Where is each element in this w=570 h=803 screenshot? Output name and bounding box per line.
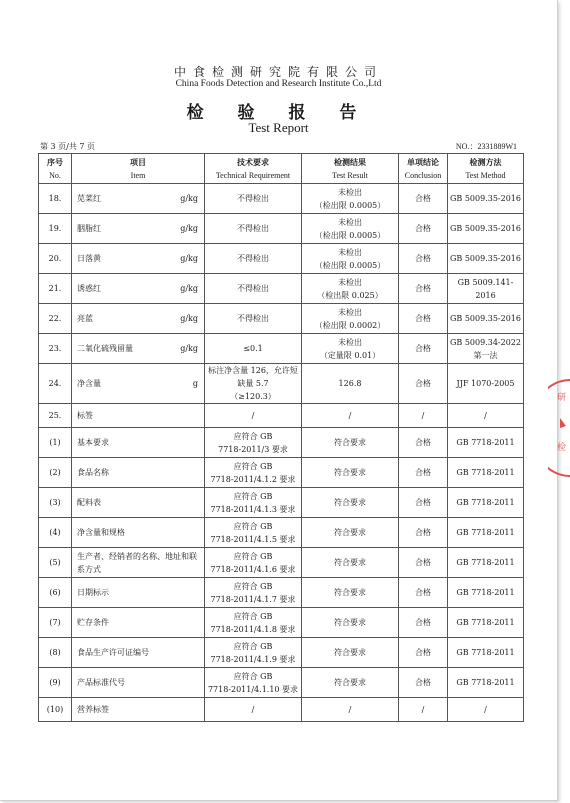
result-line: 未检出: [338, 217, 362, 227]
item-cell: [72, 244, 205, 274]
result-cell: [302, 638, 399, 668]
method-cell: [448, 668, 524, 698]
item-cell: [72, 334, 205, 364]
item-cell: [72, 698, 205, 722]
method-cell: [448, 244, 524, 274]
table-row: [39, 404, 524, 428]
item-name: 净含量: [77, 379, 101, 388]
requirement-cell: [205, 214, 302, 244]
item-name: 生产者、经销者的名称、地址和联系方式: [77, 551, 197, 574]
item-name: 苋菜红: [77, 194, 101, 203]
row-number: (7): [39, 608, 72, 638]
item-name: 二氧化硫残留量: [77, 344, 133, 353]
method-line: /: [484, 411, 487, 420]
row-number: 21.: [39, 274, 72, 304]
result-line: 符合要求: [334, 588, 366, 597]
requirement-line: 7718-2011/4.1.7 要求: [210, 594, 296, 604]
requirement-cell: [205, 404, 302, 428]
method-cell: [448, 184, 524, 214]
item-cell: [72, 488, 205, 518]
table-row: [39, 364, 524, 404]
item-name: 营养标签: [77, 705, 109, 714]
result-cell: [302, 274, 399, 304]
requirement-line: 不得检出: [237, 194, 269, 203]
item-unit: g/kg: [180, 194, 198, 203]
row-number: 19.: [39, 214, 72, 244]
item-name: 标签: [77, 411, 93, 420]
result-cell: [302, 364, 399, 404]
result-cell: [302, 578, 399, 608]
requirement-line: 应符合 GB: [233, 641, 273, 651]
requirement-cell: [205, 668, 302, 698]
report-title-cn: 检 验 报 告: [186, 103, 371, 123]
item-name: 食品生产许可证编号: [77, 648, 149, 657]
item-unit: g/kg: [180, 314, 198, 323]
col-header-result: 检测结果 Test Result: [302, 154, 399, 184]
item-cell: [72, 458, 205, 488]
requirement-line: 应符合 GB: [233, 671, 273, 681]
result-cell: [302, 608, 399, 638]
item-cell: [72, 274, 205, 304]
row-number: (6): [39, 578, 72, 608]
result-line: /: [348, 705, 352, 714]
method-cell: [448, 458, 524, 488]
requirement-line: 应符合 GB: [233, 491, 273, 501]
result-line: 符合要求: [334, 678, 366, 687]
requirement-line: ≤0.1: [243, 344, 263, 353]
method-cell: [448, 488, 524, 518]
result-line: 126.8: [338, 379, 362, 388]
method-line: GB 7718-2011: [456, 528, 515, 537]
item-name: 诱惑红: [77, 284, 101, 293]
method-line: GB 7718-2011: [456, 558, 515, 567]
table-row: [39, 274, 524, 304]
method-cell: [448, 428, 524, 458]
result-line: （定量限 0.01）: [319, 350, 381, 360]
method-line: /: [484, 705, 487, 714]
institute-name-en: China Foods Detection and Research Institute Co.,Ltd: [175, 79, 382, 89]
col-header-no: 序号 No.: [39, 154, 72, 184]
result-line: 符合要求: [334, 468, 366, 477]
method-line: GB 5009.35-2016: [450, 254, 521, 263]
item-name: 基本要求: [77, 438, 109, 447]
item-name: 配料表: [77, 498, 101, 507]
result-cell: [302, 214, 399, 244]
result-line: 符合要求: [334, 438, 366, 447]
requirement-cell: [205, 488, 302, 518]
result-line: （检出限 0.0005）: [314, 200, 386, 210]
report-title-en: Test Report: [248, 120, 309, 135]
item-name: 亮蓝: [77, 314, 93, 323]
method-line: GB 5009.141-2016: [457, 277, 514, 300]
conclusion-cell: 合格: [399, 184, 448, 214]
table-row: [39, 518, 524, 548]
table-row: [39, 488, 524, 518]
requirement-line: 应符合 GB: [233, 461, 273, 471]
item-cell: [72, 364, 205, 404]
table-row: [39, 668, 524, 698]
method-line: GB 7718-2011: [456, 588, 515, 597]
item-unit: g/kg: [180, 284, 198, 293]
requirement-line: 7718-2011/4.1.2 要求: [210, 474, 296, 484]
red-seal-stamp: [548, 378, 570, 478]
requirement-line: 不得检出: [237, 314, 269, 323]
row-number: (3): [39, 488, 72, 518]
result-cell: [302, 458, 399, 488]
result-cell: [302, 334, 399, 364]
result-cell: [302, 518, 399, 548]
item-name: 日落黄: [77, 254, 101, 263]
method-cell: [448, 334, 524, 364]
method-cell: [448, 364, 524, 404]
result-line: 符合要求: [334, 648, 366, 657]
result-cell: [302, 698, 399, 722]
requirement-cell: [205, 364, 302, 404]
col-header-method: 检测方法 Test Method: [448, 154, 524, 184]
row-number: (9): [39, 668, 72, 698]
method-line: GB 7718-2011: [456, 678, 515, 687]
table-row: [39, 244, 524, 274]
result-line: （检出限 0.0005）: [314, 230, 386, 240]
requirement-line: 7718-2011/4.1.6 要求: [210, 564, 296, 574]
requirement-line: 应符合 GB: [233, 611, 273, 621]
requirement-cell: [205, 698, 302, 722]
item-name: 食品名称: [77, 468, 109, 477]
conclusion-cell: 合格: [399, 428, 448, 458]
method-line: GB 7718-2011: [456, 468, 515, 477]
method-cell: [448, 698, 524, 722]
row-number: 20.: [39, 244, 72, 274]
requirement-line: 7718-2011/3 要求: [218, 444, 288, 454]
requirement-line: 7718-2011/4.1.9 要求: [210, 654, 296, 664]
method-line: JJF 1070-2005: [456, 379, 515, 388]
table-row: [39, 458, 524, 488]
result-line: 未检出: [338, 277, 362, 287]
row-number: 23.: [39, 334, 72, 364]
row-number: (1): [39, 428, 72, 458]
item-cell: [72, 214, 205, 244]
result-cell: [302, 184, 399, 214]
item-cell: [72, 638, 205, 668]
table-row: [39, 608, 524, 638]
requirement-cell: [205, 428, 302, 458]
requirement-line: 7718-2011/4.1.5 要求: [210, 534, 296, 544]
conclusion-cell: 合格: [399, 304, 448, 334]
requirement-cell: [205, 518, 302, 548]
item-name: 胭脂红: [77, 224, 101, 233]
table-body: [39, 184, 524, 722]
method-line: GB 7718-2011: [456, 498, 515, 507]
table-row: [39, 578, 524, 608]
method-cell: [448, 274, 524, 304]
row-number: 24.: [39, 364, 72, 404]
requirement-line: （≥120.3）: [230, 392, 276, 401]
method-line: GB 5009.35-2016: [450, 314, 521, 323]
method-cell: [448, 304, 524, 334]
conclusion-cell: /: [399, 698, 448, 722]
result-line: 未检出: [338, 337, 362, 347]
row-number: (10): [39, 698, 72, 722]
conclusion-cell: 合格: [399, 548, 448, 578]
method-line: GB 5009.35-2016: [450, 224, 521, 233]
result-cell: [302, 548, 399, 578]
item-cell: [72, 304, 205, 334]
row-number: (2): [39, 458, 72, 488]
item-cell: [72, 404, 205, 428]
item-unit: g/kg: [180, 254, 198, 263]
requirement-line: 应符合 GB: [233, 581, 273, 591]
requirement-cell: [205, 244, 302, 274]
requirement-cell: [205, 608, 302, 638]
result-cell: [302, 404, 399, 428]
method-cell: [448, 638, 524, 668]
item-cell: [72, 668, 205, 698]
row-number: (5): [39, 548, 72, 578]
item-unit: g/kg: [180, 224, 198, 233]
result-line: 符合要求: [334, 618, 366, 627]
method-line: GB 7718-2011: [456, 438, 515, 447]
result-cell: [302, 428, 399, 458]
method-line: GB 7718-2011: [456, 648, 515, 657]
table-row: [39, 184, 524, 214]
requirement-cell: [205, 548, 302, 578]
conclusion-cell: 合格: [399, 214, 448, 244]
table-row: [39, 638, 524, 668]
requirement-cell: [205, 578, 302, 608]
result-line: 符合要求: [334, 558, 366, 567]
svg-text:检: 检: [557, 443, 567, 453]
page-number: 第 3 页/共 7 页: [40, 142, 96, 151]
conclusion-cell: 合格: [399, 364, 448, 404]
method-line: GB 5009.35-2016: [450, 194, 521, 203]
requirement-cell: [205, 638, 302, 668]
row-number: 22.: [39, 304, 72, 334]
result-cell: [302, 488, 399, 518]
method-line: GB 7718-2011: [456, 618, 515, 627]
row-number: 18.: [39, 184, 72, 214]
item-cell: [72, 184, 205, 214]
requirement-line: 标注净含量 126，允许短: [208, 366, 298, 375]
result-line: /: [348, 411, 352, 420]
method-cell: [448, 214, 524, 244]
requirement-line: 应符合 GB: [233, 521, 273, 531]
institute-name-cn: 中食检测研究院有限公司: [173, 65, 383, 79]
result-line: （检出限 0.0005）: [314, 260, 386, 270]
requirement-line: /: [251, 411, 255, 420]
requirement-cell: [205, 304, 302, 334]
item-name: 净含量和规格: [77, 528, 125, 537]
table-row: [39, 428, 524, 458]
conclusion-cell: 合格: [399, 334, 448, 364]
requirement-line: 不得检出: [237, 224, 269, 233]
row-number: (4): [39, 518, 72, 548]
table-header-row: [39, 154, 524, 184]
requirement-line: 不得检出: [237, 284, 269, 293]
requirement-line: /: [251, 705, 255, 714]
table-row: [39, 548, 524, 578]
row-number: 25.: [39, 404, 72, 428]
requirement-cell: [205, 458, 302, 488]
result-line: 未检出: [338, 247, 362, 257]
requirement-line: 不得检出: [237, 254, 269, 263]
result-cell: [302, 304, 399, 334]
requirement-cell: [205, 334, 302, 364]
requirement-line: 应符合 GB: [233, 431, 273, 441]
method-cell: [448, 548, 524, 578]
test-results-table: [38, 153, 524, 722]
requirement-cell: [205, 184, 302, 214]
item-unit: g: [192, 379, 198, 388]
item-cell: [72, 548, 205, 578]
item-cell: [72, 428, 205, 458]
conclusion-cell: 合格: [399, 458, 448, 488]
table-row: [39, 698, 524, 722]
method-cell: [448, 578, 524, 608]
col-header-requirement: 技术要求 Technical Requirement: [205, 154, 302, 184]
method-line: 第一法: [473, 350, 498, 360]
requirement-line: 7718-2011/4.1.3 要求: [210, 504, 296, 514]
table-row: [39, 214, 524, 244]
item-cell: [72, 518, 205, 548]
result-cell: [302, 668, 399, 698]
conclusion-cell: /: [399, 404, 448, 428]
method-cell: [448, 518, 524, 548]
conclusion-cell: 合格: [399, 488, 448, 518]
item-unit: g/kg: [180, 344, 198, 353]
result-line: （检出限 0.025）: [317, 290, 383, 300]
conclusion-cell: 合格: [399, 668, 448, 698]
requirement-line: 7718-2011/4.1.8 要求: [210, 624, 296, 634]
table-row: [39, 304, 524, 334]
requirement-line: 7718-2011/4.1.10 要求: [207, 684, 299, 694]
item-name: 日期标示: [77, 588, 109, 597]
conclusion-cell: 合格: [399, 638, 448, 668]
result-line: （检出限 0.0002）: [314, 320, 386, 330]
requirement-cell: [205, 274, 302, 304]
result-line: 符合要求: [334, 498, 366, 507]
conclusion-cell: 合格: [399, 578, 448, 608]
method-line: GB 5009.34-2022: [450, 337, 521, 347]
conclusion-cell: 合格: [399, 518, 448, 548]
conclusion-cell: 合格: [399, 244, 448, 274]
row-number: (8): [39, 638, 72, 668]
result-cell: [302, 244, 399, 274]
col-header-item: 项目 Item: [72, 154, 205, 184]
result-line: 符合要求: [334, 528, 366, 537]
result-line: 未检出: [338, 307, 362, 317]
col-header-conclusion: 单项结论 Conclusion: [399, 154, 448, 184]
conclusion-cell: 合格: [399, 608, 448, 638]
method-cell: [448, 608, 524, 638]
requirement-line: 缺量 5.7: [237, 379, 269, 388]
report-number: NO.：2331889W1: [455, 142, 517, 151]
conclusion-cell: 合格: [399, 274, 448, 304]
table-row: [39, 334, 524, 364]
item-name: 贮存条件: [77, 618, 109, 627]
item-name: 产品标准代号: [77, 678, 125, 687]
requirement-line: 应符合 GB: [233, 551, 273, 561]
method-cell: [448, 404, 524, 428]
result-line: 未检出: [338, 187, 362, 197]
svg-text:研: 研: [557, 393, 567, 403]
item-cell: [72, 578, 205, 608]
item-cell: [72, 608, 205, 638]
